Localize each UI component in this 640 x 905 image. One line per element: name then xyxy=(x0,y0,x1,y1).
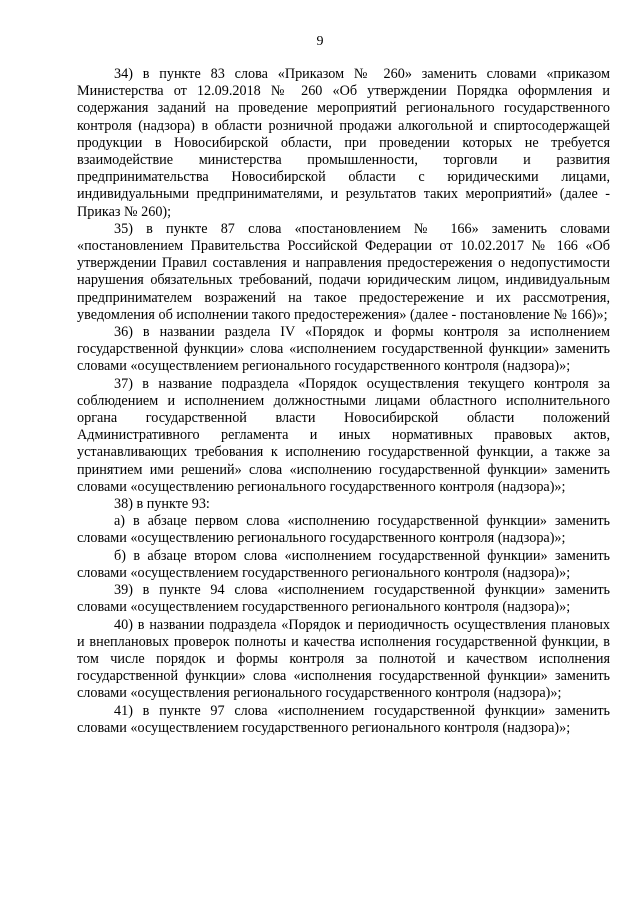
paragraph-item-37: 37) в название подраздела «Порядок осуществления текущего контроля за соблюдением и исполнением должностными лицами областного исполнительного органа государственной власти Новосибирской области положений Административного регламента и иных нормативных правовых актов, устанавливающих требования к исполнению государственной функции, а также за принятием ими решений» слова «исполнению государственной функции» заменить словами «осуществлению регионального государственного контроля (надзора)»; xyxy=(77,375,610,495)
paragraph-item-38: 38) в пункте 93: xyxy=(114,496,210,513)
paragraph-item-41: 41) в пункте 97 слова «исполнением государственной функции» заменить словами «осуществлением государственного регионального контроля (надзора)»; xyxy=(77,702,610,736)
page-number: 9 xyxy=(316,34,324,49)
paragraph-item-34: 34) в пункте 83 слова «Приказом № 260» заменить словами «приказом Министерства от 12.09.2018 № 260 «Об утверждении Порядка оформления и содержания заданий на проведение мероприятий регионального государственного контроля (надзора) в области розничной продажи алкогольной и спиртосодержащей продукции в Новосибирской области, при проведении которых не требуется взаимодействие министерства промышленности, торговли и развития предпринимательства Новосибирской области с юридическими лицами, индивидуальными предпринимателями, и результатов таких мероприятий» (далее - Приказ № 260); xyxy=(77,66,610,220)
paragraph-item-35: 35) в пункте 87 слова «постановлением № 166» заменить словами «постановлением Правительства Российской Федерации от 10.02.2017 № 166 «Об утверждении Правил составления и направления предостережения о недопустимости нарушения обязательных требований, подачи юридическим лицом, индивидуальным предпринимателем возражений на такое предостережение и их рассмотрения, уведомления об исполнении такого предостережения» (далее - постановление № 166)»; xyxy=(77,220,610,323)
paragraph-item-36: 36) в названии раздела IV «Порядок и формы контроля за исполнением государственной функции» слова «исполнением государственной функции» заменить словами «осуществлением регионального государственного контроля (надзора)»; xyxy=(77,324,610,375)
document-body xyxy=(77,66,610,737)
paragraph-subitem-38a: а) в абзаце первом слова «исполнению государственной функции» заменить словами «осуществлению регионального государственного контроля (надзора)»; xyxy=(77,513,610,547)
paragraph-item-40: 40) в названии подраздела «Порядок и периодичность осуществления плановых и внеплановых проверок полноты и качества исполнения государственной функции, в том числе порядок и формы контроля за полнотой и качеством исполнения государственной функции» слова «исполнения государственной функции» заменить словами «осуществления регионального государственного контроля (надзора)»; xyxy=(77,616,610,702)
paragraph-subitem-38b: б) в абзаце втором слова «исполнением государственной функции» заменить словами «осуществлением государственного регионального контроля (надзора)»; xyxy=(77,547,610,581)
paragraph-item-39: 39) в пункте 94 слова «исполнением государственной функции» заменить словами «осуществлением государственного регионального контроля (надзора)»; xyxy=(77,582,610,616)
